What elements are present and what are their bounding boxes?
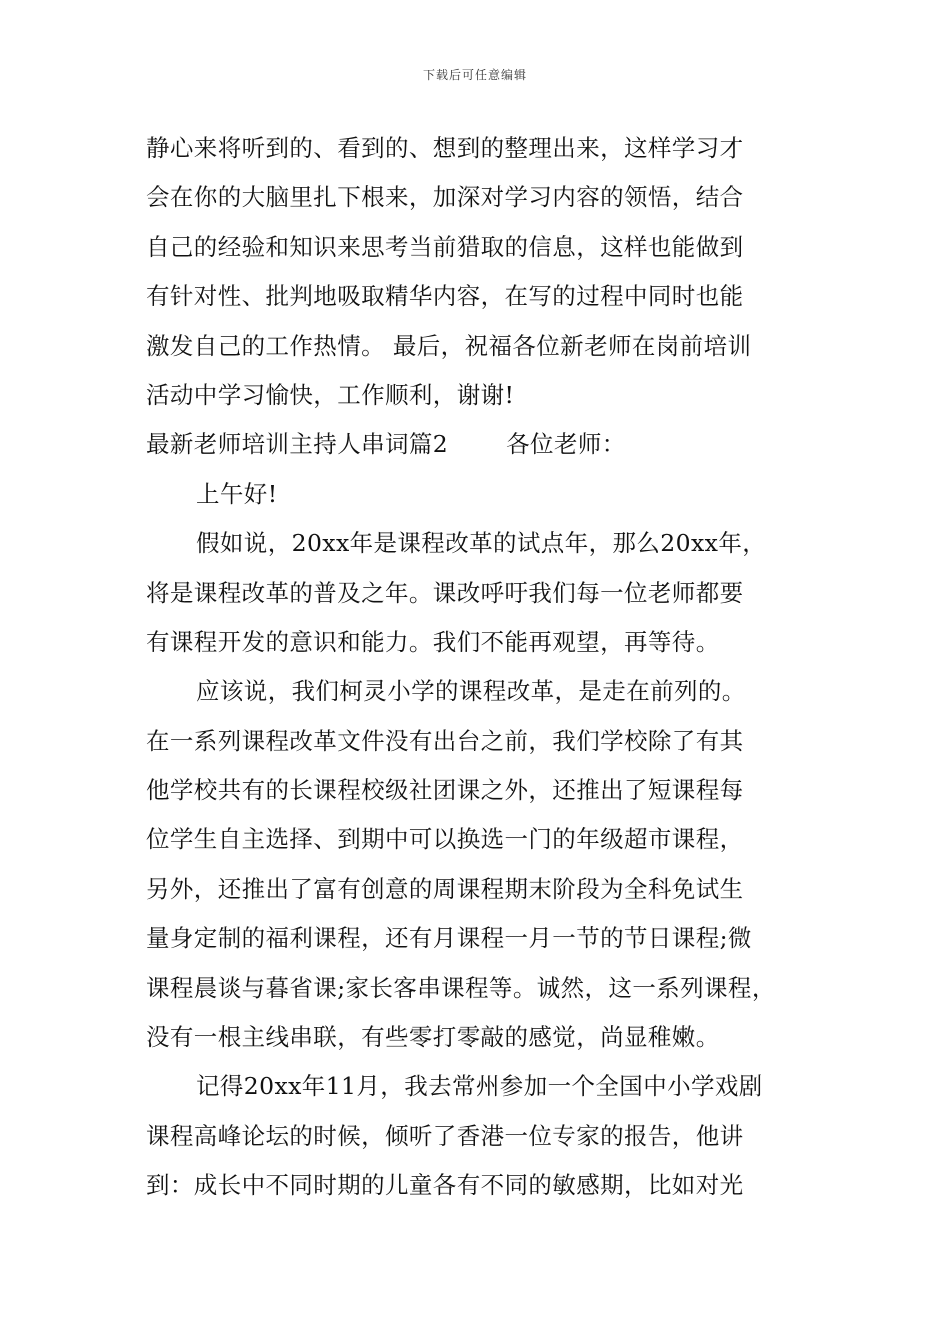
text-line: 静心来将听到的、看到的、想到的整理出来，这样学习才 <box>146 134 744 162</box>
text-line: 位学生自主选择、到期中可以换选一门的年级超市课程， <box>146 825 744 854</box>
text-line: 他学校共有的长课程校级社团课之外，还推出了短课程每 <box>146 776 744 805</box>
text-line: 有针对性、批判地吸取精华内容，在写的过程中同时也能 <box>146 282 744 311</box>
document-body <box>146 124 836 1211</box>
paragraph-start-line: 假如说，20xx年是课程改革的试点年，那么20xx年， <box>196 529 767 558</box>
section-title-line <box>146 420 836 469</box>
text-line: 活动中学习愉快，工作顺利，谢谢! <box>146 380 515 409</box>
text-line: 有课程开发的意识和能力。我们不能再观望，再等待。 <box>146 627 720 656</box>
text-line: 在一系列课程改革文件没有出台之前，我们学校除了有其 <box>146 726 744 755</box>
greeting-line: 上午好! <box>196 479 278 508</box>
text-line: 自己的经验和知识来思考当前猎取的信息，这样也能做到 <box>146 232 744 261</box>
section-title: 最新老师培训主持人串词篇2 <box>146 430 449 459</box>
paragraph-start-line: 记得20xx年11月，我去常州参加一个全国中小学戏剧 <box>196 1072 763 1101</box>
text-line: 激发自己的工作热情。 最后，祝福各位新老师在岗前培训 <box>146 331 752 360</box>
salutation: 各位老师： <box>506 430 626 459</box>
text-line: 到：成长中不同时期的儿童各有不同的敏感期，比如对光 <box>146 1171 744 1200</box>
text-line: 课程晨谈与暮省课;家长客串课程等。诚然，这一系列课程， <box>146 973 776 1002</box>
text-line: 课程高峰论坛的时候，倾听了香港一位专家的报告，他讲 <box>146 1121 744 1150</box>
page-header: 下载后可任意编辑 <box>422 68 527 82</box>
text-line: 将是课程改革的普及之年。课改呼吁我们每一位老师都要 <box>146 578 744 607</box>
paragraph-start-line: 应该说，我们柯灵小学的课程改革，是走在前列的。 <box>196 677 746 706</box>
text-line: 会在你的大脑里扎下根来，加深对学习内容的领悟，结合 <box>146 183 744 212</box>
text-line: 没有一根主线串联，有些零打零敲的感觉，尚显稚嫩。 <box>146 1023 720 1052</box>
text-line: 另外，还推出了富有创意的周课程期末阶段为全科免试生 <box>146 874 744 903</box>
text-line: 量身定制的福利课程，还有月课程一月一节的节日课程;微 <box>146 924 752 953</box>
